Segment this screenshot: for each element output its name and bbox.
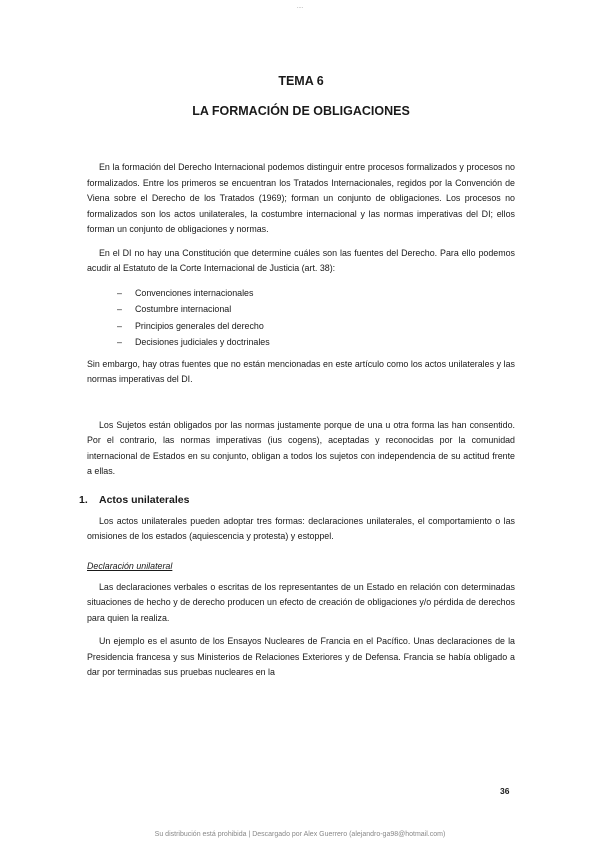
page-number: 36 bbox=[500, 786, 510, 796]
dash-bullet: – bbox=[117, 320, 122, 331]
download-footer: Su distribución está prohibida | Descargado por Alex Guerrero (alejandro-ga98@hotmail.com) bbox=[154, 831, 446, 838]
chapter-title: LA FORMACIÓN DE OBLIGACIONES bbox=[192, 104, 410, 118]
after-list-paragraph: Sin embargo, hay otras fuentes que no están mencionadas en este artículo como los actos unilaterales y las normas imperativas del DI. bbox=[87, 358, 515, 384]
sources-list bbox=[87, 285, 515, 351]
dash-bullet: – bbox=[117, 304, 122, 314]
subsection-heading: Declaración unilateral bbox=[87, 560, 173, 571]
section-title: Actos unilaterales bbox=[99, 493, 190, 506]
list-item-text: Principios generales del derecho bbox=[135, 320, 264, 331]
intro-paragraph-2: En el DI no hay una Constitución que determine cuáles son las fuentes del Derecho. Para ello podemos acudir al Estatuto de la Corte Internacional de Justicia (art. 38): bbox=[87, 247, 515, 273]
dash-bullet: – bbox=[117, 287, 122, 298]
section-number: 1. bbox=[79, 493, 88, 506]
list-item bbox=[117, 301, 515, 318]
list-item bbox=[117, 318, 515, 335]
section-paragraph: Los actos unilaterales pueden adoptar tres formas: declaraciones unilaterales, el comportamiento o las omisiones de los estados (aquiescencia y protesta) y estoppel. bbox=[87, 515, 515, 541]
document-page bbox=[79, 60, 515, 689]
subjects-paragraph: Los Sujetos están obligados por las normas justamente porque de una u otra forma las han consentido. Por el contrario, las normas imperativas (ius cogens), aceptadas y reconocidas por la comunidad internacional de Estados en su conjunto, obligan a todos los sujetos con independencia de su actitud frente a ellas. bbox=[87, 419, 515, 476]
intro-paragraph-1: En la formación del Derecho Internacional podemos distinguir entre procesos formalizados y procesos no formalizados. Entre los primeros se encuentran los Tratados Internacionales, regidos por la Convención de Viena sobre el Derecho de los Tratados (1969); forman un conjunto de obligaciones. Los procesos no formalizados son los actos unilaterales, la costumbre internacional y las normas imperativas del DI; ellos forman un conjunto de obligaciones y normas. bbox=[87, 162, 515, 234]
chapter-number: TEMA 6 bbox=[278, 74, 324, 88]
dash-bullet: – bbox=[117, 337, 122, 347]
list-item-text: Convenciones internacionales bbox=[135, 287, 254, 298]
list-item-text: Costumbre internacional bbox=[135, 304, 232, 314]
section-heading bbox=[79, 494, 515, 506]
list-item-text: Decisiones judiciales y doctrinales bbox=[135, 337, 270, 347]
list-item bbox=[117, 285, 515, 302]
list-item bbox=[117, 334, 515, 351]
declaration-paragraph-1: Las declaraciones verbales o escritas de los representantes de un Estado en relación con determinadas situaciones de hecho y de derecho producen un efecto de creación de obligaciones y/o pérdida de derechos para quien la realiza. bbox=[87, 581, 515, 623]
declaration-paragraph-2: Un ejemplo es el asunto de los Ensayos Nucleares de Francia en el Pacífico. Unas declaraciones de la Presidencia francesa y sus Ministerios de Relaciones Exteriores y de Defensa. Francia se había obligado a dar por terminadas sus pruebas nucleares en la bbox=[87, 636, 515, 677]
header-mark: .... bbox=[296, 4, 304, 10]
